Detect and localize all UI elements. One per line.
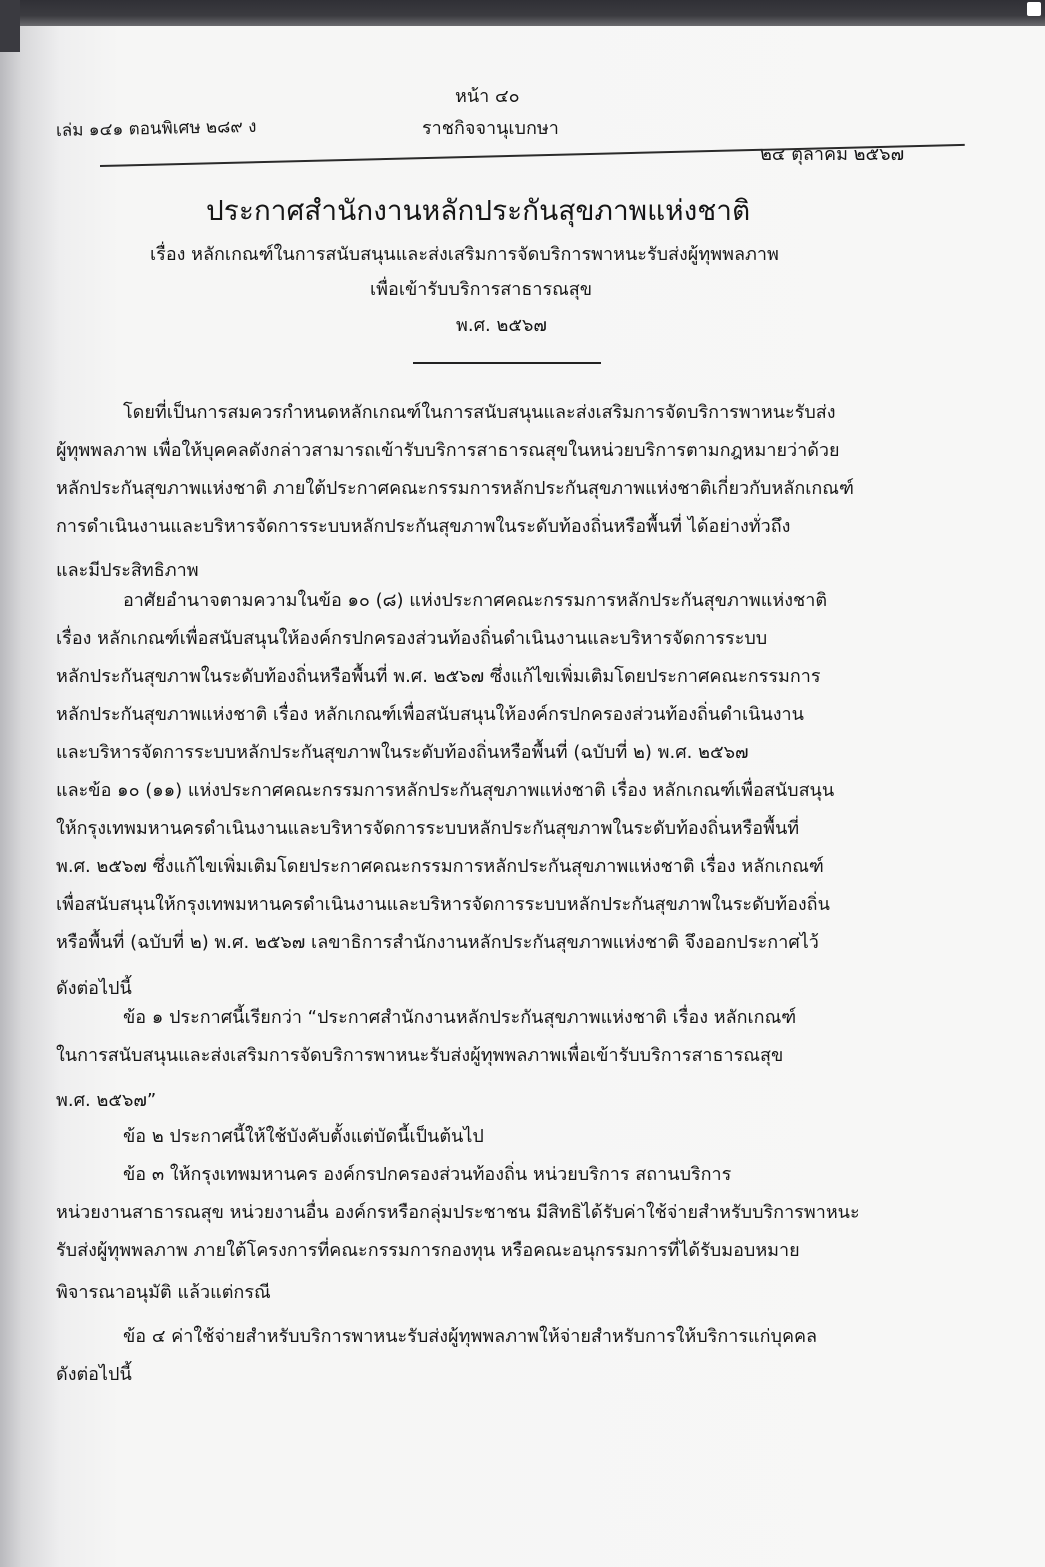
body-line: อาศัยอำนาจตามความในข้อ ๑๐ (๘) แห่งประกาศคณะกรรมการหลักประกันสุขภาพแห่งชาติ [123,590,828,611]
scan-corner-shadow [0,0,20,52]
subtitle-year: พ.ศ. ๒๕๖๗ [456,315,547,336]
subtitle-line: เพื่อเข้ารับบริการสาธารณสุข [370,279,593,300]
volume-info: เล่ม ๑๔๑ ตอนพิเศษ ๒๘๙ ง [55,116,257,141]
body-line: พิจารณาอนุมัติ แล้วแต่กรณี [56,1282,271,1303]
clause-3: ข้อ ๓ ให้กรุงเทพมหานคร องค์กรปกครองส่วนท้องถิ่น หน่วยบริการ สถานบริการ [123,1164,732,1185]
body-line: เพื่อสนับสนุนให้กรุงเทพมหานครดำเนินงานและบริหารจัดการระบบหลักประกันสุขภาพในระดับท้องถิ่น [56,894,830,915]
body-line: หรือพื้นที่ (ฉบับที่ ๒) พ.ศ. ๒๕๖๗ เลขาธิการสำนักงานหลักประกันสุขภาพแห่งชาติ จึงออกประกาศไว้ [56,932,819,953]
body-line: ให้กรุงเทพมหานครดำเนินงานและบริหารจัดการระบบหลักประกันสุขภาพในระดับท้องถิ่นหรือพื้นที่ [56,818,800,839]
body-line: ดังต่อไปนี้ [56,1364,132,1385]
title-divider [413,362,601,364]
body-line: ผู้ทุพพลภาพ เพื่อให้บุคคลดังกล่าวสามารถเข้ารับบริการสาธารณสุขในหน่วยบริการตามกฎหมายว่าด้วย [56,440,840,461]
subtitle-line: เรื่อง หลักเกณฑ์ในการสนับสนุนและส่งเสริมการจัดบริการพาหนะรับส่งผู้ทุพพลภาพ [150,244,779,265]
clause-4: ข้อ ๔ ค่าใช้จ่ายสำหรับบริการพาหนะรับส่งผู้ทุพพลภาพให้จ่ายสำหรับการให้บริการแก่บุคคล [123,1326,818,1347]
body-line: การดำเนินงานและบริหารจัดการระบบหลักประกันสุขภาพในระดับท้องถิ่นหรือพื้นที่ ได้อย่างทั่วถึง [56,516,791,537]
announcement-title: ประกาศสำนักงานหลักประกันสุขภาพแห่งชาติ [206,194,751,227]
clause-1: ข้อ ๑ ประกาศนี้เรียกว่า “ประกาศสำนักงานหลักประกันสุขภาพแห่งชาติ เรื่อง หลักเกณฑ์ [123,1007,797,1028]
body-line: รับส่งผู้ทุพพลภาพ ภายใต้โครงการที่คณะกรรมการกองทุน หรือคณะอนุกรรมการที่ได้รับมอบหมาย [56,1240,800,1261]
body-line: โดยที่เป็นการสมควรกำหนดหลักเกณฑ์ในการสนับสนุนและส่งเสริมการจัดบริการพาหนะรับส่ง [123,402,836,423]
gazette-name: ราชกิจจานุเบกษา [422,118,559,139]
body-line: หลักประกันสุขภาพแห่งชาติ เรื่อง หลักเกณฑ์เพื่อสนับสนุนให้องค์กรปกครองส่วนท้องถิ่นดำเนินงาน [56,704,804,725]
scan-corner-mark [1027,2,1041,16]
body-line: หน่วยงานสาธารณสุข หน่วยงานอื่น องค์กรหรือกลุ่มประชาชน มีสิทธิได้รับค่าใช้จ่ายสำหรับบริการพาหนะ [56,1202,860,1223]
clause-2: ข้อ ๒ ประกาศนี้ให้ใช้บังคับตั้งแต่บัดนี้เป็นต้นไป [123,1126,484,1147]
page-number: หน้า ๔๐ [455,86,520,107]
body-line: และข้อ ๑๐ (๑๑) แห่งประกาศคณะกรรมการหลักประกันสุขภาพแห่งชาติ เรื่อง หลักเกณฑ์เพื่อสนับสนุน [56,780,835,801]
body-line: พ.ศ. ๒๕๖๗” [56,1090,157,1111]
body-line: และมีประสิทธิภาพ [56,560,199,581]
body-line: ในการสนับสนุนและส่งเสริมการจัดบริการพาหนะรับส่งผู้ทุพพลภาพเพื่อเข้ารับบริการสาธารณสุข [56,1045,784,1066]
body-line: หลักประกันสุขภาพในระดับท้องถิ่นหรือพื้นที่ พ.ศ. ๒๕๖๗ ซึ่งแก้ไขเพิ่มเติมโดยประกาศคณะกรรมการ [56,666,821,687]
scan-top-edge [0,0,1045,26]
body-line: พ.ศ. ๒๕๖๗ ซึ่งแก้ไขเพิ่มเติมโดยประกาศคณะกรรมการหลักประกันสุขภาพแห่งชาติ เรื่อง หลักเกณฑ์ [56,856,824,877]
body-line: หลักประกันสุขภาพแห่งชาติ ภายใต้ประกาศคณะกรรมการหลักประกันสุขภาพแห่งชาติเกี่ยวกับหลักเกณฑ์ [56,478,854,499]
body-line: และบริหารจัดการระบบหลักประกันสุขภาพในระดับท้องถิ่นหรือพื้นที่ (ฉบับที่ ๒) พ.ศ. ๒๕๖๗ [56,742,749,763]
publication-date: ๒๔ ตุลาคม ๒๕๖๗ [760,144,905,165]
body-line: ดังต่อไปนี้ [56,978,132,999]
body-line: เรื่อง หลักเกณฑ์เพื่อสนับสนุนให้องค์กรปกครองส่วนท้องถิ่นดำเนินงานและบริหารจัดการระบบ [56,628,768,649]
